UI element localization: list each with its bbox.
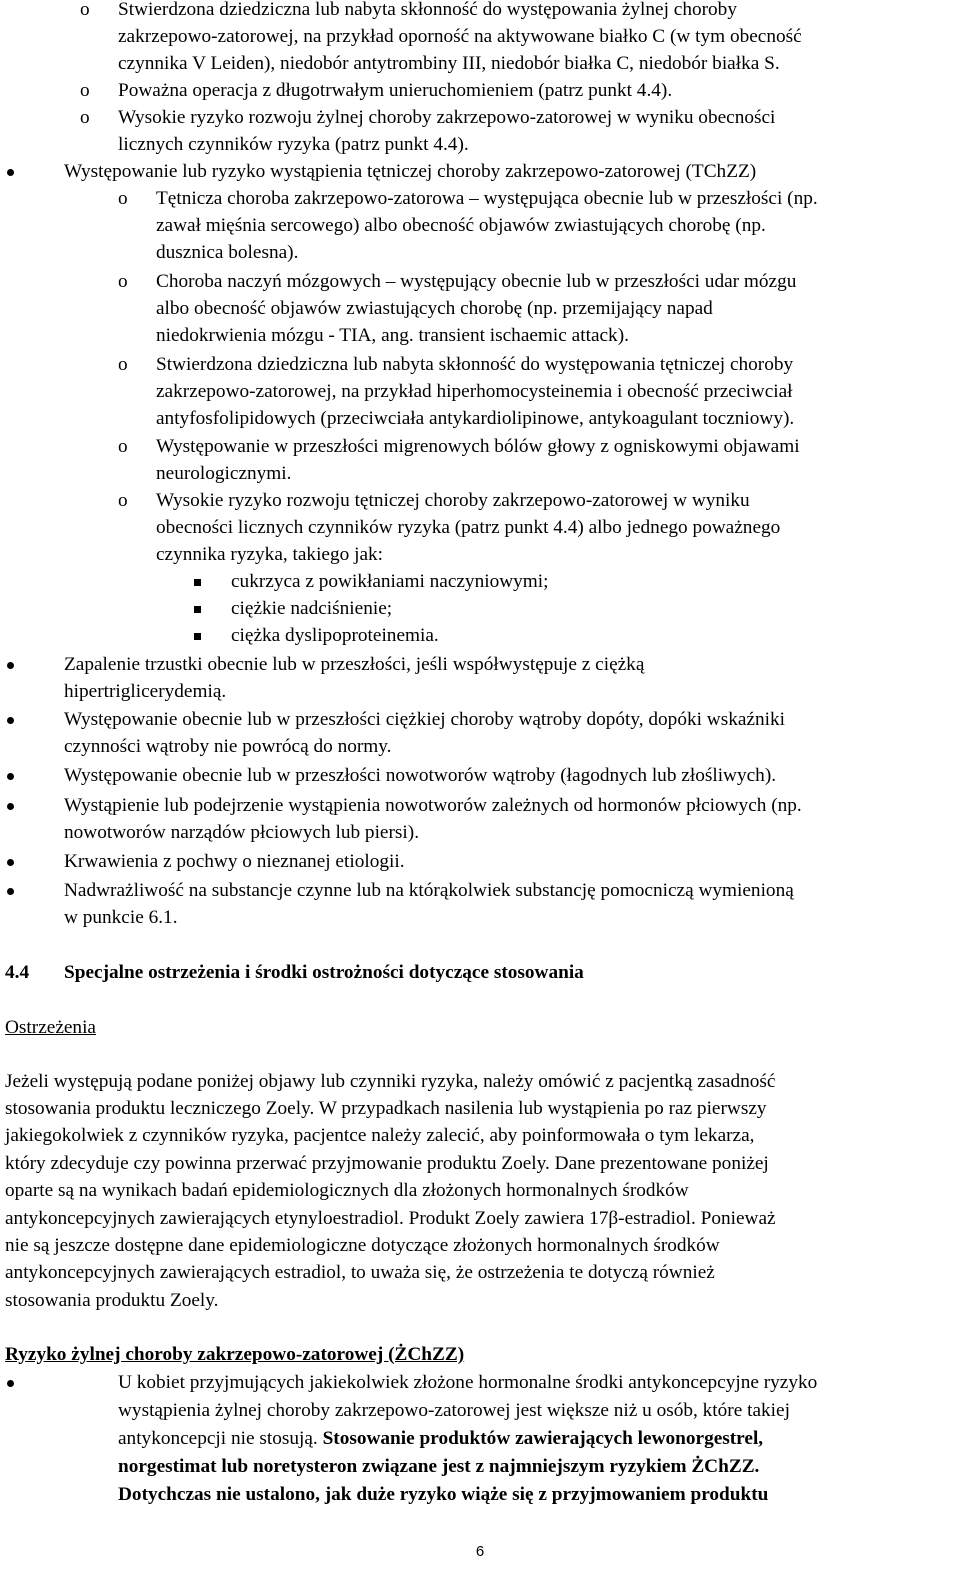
page-number: 6 [475, 1543, 485, 1560]
text-line: Tętnicza choroba zakrzepowo-zatorowa – występująca obecnie lub w przeszłości (np. [156, 188, 818, 209]
text-line: w punkcie 6.1. [64, 907, 178, 928]
text-line: antykoncepcyjnych zawierających etynyloestradiol. Produkt Zoely zawiera 17β-estradiol. Ponieważ [5, 1208, 776, 1229]
text-line: Występowanie obecnie lub w przeszłości nowotworów wątroby (łagodnych lub złośliwych). [64, 765, 777, 786]
text-line: czynnika V Leiden), niedobór antytrombiny III, niedobór białka C, niedobór białka S. [118, 53, 780, 74]
text-line: jakiegokolwiek z czynników ryzyka, pacjentce należy zalecić, aby poinformowała o tym lekarza, [5, 1125, 755, 1146]
bullet-square [194, 633, 201, 640]
text-line: Choroba naczyń mózgowych – występujący obecnie lub w przeszłości udar mózgu [156, 271, 797, 292]
bullet-square [194, 579, 201, 586]
text-line: Stwierdzona dziedziczna lub nabyta skłonność do występowania tętniczej choroby [156, 354, 794, 375]
text-line: albo obecność objawów zwiastujących chorobę (np. przemijający napad [156, 298, 713, 319]
bullet-dot [7, 169, 14, 176]
text-line: zawał mięśnia sercowego) albo obecność objawów zwiastujących chorobę (np. [156, 215, 766, 236]
text-line: Jeżeli występują podane poniżej objawy lub czynniki ryzyka, należy omówić z pacjentką zasadność [5, 1071, 776, 1092]
text-line: obecności licznych czynników ryzyka (patrz punkt 4.4) albo jednego poważnego [156, 517, 781, 538]
text-line: Występowanie lub ryzyko wystąpienia tętniczej choroby zakrzepowo-zatorowej (TChZZ) [64, 161, 757, 182]
bullet-dot [7, 888, 14, 895]
bullet-dot [7, 773, 14, 780]
text-line: stosowania produktu Zoely. [5, 1290, 219, 1311]
list-marker-o: o [118, 188, 128, 209]
text-line: Krwawienia z pochwy o nieznanej etiologii. [64, 851, 405, 872]
text-line: który zdecyduje czy powinna przerwać przyjmowanie produktu Zoely. Dane prezentowane poniżej [5, 1153, 769, 1174]
text-line: hipertriglicerydemią. [64, 681, 227, 702]
text-line: czynności wątroby nie powrócą do normy. [64, 736, 392, 757]
section-title: Specjalne ostrzeżenia i środki ostrożności dotyczące stosowania [64, 962, 584, 983]
text-line: Występowanie w przeszłości migrenowych bólów głowy z ogniskowymi objawami [156, 436, 800, 457]
text-line: Wysokie ryzyko rozwoju tętniczej choroby zakrzepowo-zatorowej w wyniku [156, 490, 750, 511]
text-line: antykoncepcyjnych zawierających estradiol, to uważa się, że ostrzeżenia te dotyczą również [5, 1262, 715, 1283]
text-line: Zapalenie trzustki obecnie lub w przeszłości, jeśli współwystępuje z ciężką [64, 654, 645, 675]
text-line: licznych czynników ryzyka (patrz punkt 4.4). [118, 134, 469, 155]
text-segment-bold: Stosowanie produktów zawierających lewonorgestrel, [322, 1428, 764, 1449]
text-line-bold: norgestimat lub noretysteron związane jest z najmniejszym ryzykiem ŻChZZ. [118, 1456, 760, 1477]
bullet-dot [7, 1380, 14, 1387]
text-line: ciężka dyslipoproteinemia. [231, 625, 439, 646]
text-line: zakrzepowo-zatorowej, na przykład hiperhomocysteinemia i obecność przeciwciał [156, 381, 793, 402]
bullet-dot [7, 717, 14, 724]
text-line: stosowania produktu leczniczego Zoely. W przypadkach nasilenia lub wystąpienia po raz pierwszy [5, 1098, 767, 1119]
text-line: czynnika ryzyka, takiego jak: [156, 544, 383, 565]
list-marker-o: o [80, 80, 90, 101]
list-marker-o: o [80, 107, 90, 128]
text-line-bold: Dotychczas nie ustalono, jak duże ryzyko wiąże się z przyjmowaniem produktu [118, 1484, 769, 1505]
list-marker-o: o [80, 0, 90, 20]
text-segment: antykoncepcji nie stosują. [118, 1428, 318, 1449]
text-line: Wystąpienie lub podejrzenie wystąpienia nowotworów zależnych od hormonów płciowych (np. [64, 795, 802, 816]
bullet-dot [7, 859, 14, 866]
text-line: niedokrwienia mózgu - TIA, ang. transient ischaemic attack). [156, 325, 629, 346]
text-line: Wysokie ryzyko rozwoju żylnej choroby zakrzepowo-zatorowej w wyniku obecności [118, 107, 776, 128]
list-marker-o: o [118, 271, 128, 292]
vte-heading: Ryzyko żylnej choroby zakrzepowo-zatorowej (ŻChZZ) [5, 1344, 465, 1365]
text-line: wystąpienia żylnej choroby zakrzepowo-zatorowej jest większe niż u osób, które takiej [118, 1400, 790, 1421]
list-marker-o: o [118, 436, 128, 457]
text-line: nowotworów narządów płciowych lub piersi). [64, 822, 420, 843]
section-number: 4.4 [5, 962, 30, 983]
text-line: Poważna operacja z długotrwałym unieruchomieniem (patrz punkt 4.4). [118, 80, 673, 101]
bullet-square [194, 606, 201, 613]
bullet-dot [7, 803, 14, 810]
text-line: cukrzyca z powikłaniami naczyniowymi; [231, 571, 549, 592]
text-line [118, 1426, 763, 1452]
text-line: neurologicznymi. [156, 463, 292, 484]
text-line: ciężkie nadciśnienie; [231, 598, 393, 619]
bullet-dot [7, 662, 14, 669]
text-line: Nadwrażliwość na substancje czynne lub na którąkolwiek substancję pomocniczą wymienioną [64, 880, 794, 901]
text-line: Stwierdzona dziedziczna lub nabyta skłonność do występowania żylnej choroby [118, 0, 737, 20]
list-marker-o: o [118, 354, 128, 375]
text-line: oparte są na wynikach badań epidemiologicznych dla złożonych hormonalnych środków [5, 1180, 689, 1201]
text-line: antyfosfolipidowych (przeciwciała antykardiolipinowe, antykoagulant toczniowy). [156, 408, 795, 429]
text-line: nie są jeszcze dostępne dane epidemiologiczne dotyczące złożonych hormonalnych środków [5, 1235, 720, 1256]
warnings-heading: Ostrzeżenia [5, 1017, 96, 1038]
text-line: dusznica bolesna). [156, 242, 299, 263]
text-line: U kobiet przyjmujących jakiekolwiek złożone hormonalne środki antykoncepcyjne ryzyko [118, 1372, 818, 1393]
text-line: Występowanie obecnie lub w przeszłości ciężkiej choroby wątroby dopóty, dopóki wskaźniki [64, 709, 785, 730]
list-marker-o: o [118, 490, 128, 511]
text-line: zakrzepowo-zatorowej, na przykład oporność na aktywowane białko C (w tym obecność [118, 26, 802, 47]
